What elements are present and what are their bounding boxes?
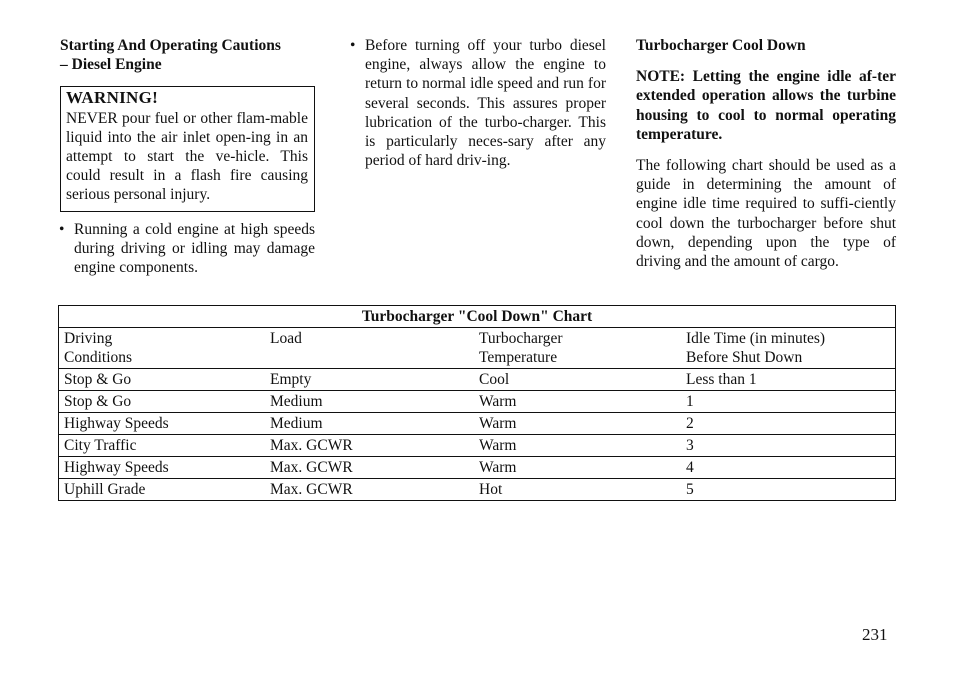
table-cell: Highway Speeds bbox=[59, 413, 266, 435]
list-item-text: Running a cold engine at high speeds during driving or idling may damage engine components. bbox=[74, 220, 315, 277]
table-row bbox=[59, 391, 896, 413]
table-title-row bbox=[59, 306, 896, 328]
right-column bbox=[636, 36, 896, 271]
left-column bbox=[60, 36, 315, 277]
column-header bbox=[474, 328, 681, 369]
table-cell: Stop & Go bbox=[59, 391, 266, 413]
table-cell: 2 bbox=[681, 413, 896, 435]
table-cell: Less than 1 bbox=[681, 369, 896, 391]
bullet-dot-icon: • bbox=[59, 220, 65, 238]
table-cell: Medium bbox=[265, 391, 474, 413]
table-title: Turbocharger "Cool Down" Chart bbox=[59, 306, 896, 328]
table-row bbox=[59, 369, 896, 391]
table-cell: Medium bbox=[265, 413, 474, 435]
section-heading-line2: – Diesel Engine bbox=[60, 56, 162, 74]
table-cell: Uphill Grade bbox=[59, 479, 266, 501]
column-header-line: Conditions bbox=[64, 349, 133, 366]
table-cell: 1 bbox=[681, 391, 896, 413]
table-cell: Stop & Go bbox=[59, 369, 266, 391]
column-header bbox=[265, 328, 474, 369]
table-cell: Warm bbox=[474, 413, 681, 435]
warning-text: NEVER pour fuel or other flam-mable liquid into the air inlet open-ing in an attempt to start the ve-hicle. This could result in a flash fire causing serious personal injury. bbox=[66, 109, 308, 204]
table-row bbox=[59, 413, 896, 435]
table-cell: Cool bbox=[474, 369, 681, 391]
bullet-dot-icon: • bbox=[350, 37, 356, 54]
table-row bbox=[59, 479, 896, 501]
page-number: 231 bbox=[862, 625, 888, 644]
warning-title: WARNING! bbox=[66, 88, 159, 108]
table-cell: Max. GCWR bbox=[265, 435, 474, 457]
column-header-line: Idle Time (in minutes) bbox=[686, 330, 826, 347]
column-header-line: Temperature bbox=[479, 349, 558, 366]
column-header-line: Driving bbox=[64, 330, 113, 347]
table-cell: 5 bbox=[681, 479, 896, 501]
section-heading bbox=[60, 36, 315, 74]
cool-down-table bbox=[58, 305, 896, 501]
table-row bbox=[59, 457, 896, 479]
table-header-row bbox=[59, 328, 896, 369]
body-paragraph: The following chart should be used as a guide in determining the amount of engine idle time required to suffi-ciently cool down the turbocharger before shut down, depending upon the type of driving and the amount of cargo. bbox=[636, 157, 896, 271]
table-cell: 4 bbox=[681, 457, 896, 479]
section-heading-line1: Starting And Operating Cautions bbox=[60, 37, 281, 54]
column-header bbox=[681, 328, 896, 369]
middle-column bbox=[351, 36, 606, 170]
table-cell: Highway Speeds bbox=[59, 457, 266, 479]
table-row bbox=[59, 435, 896, 457]
table-cell: Warm bbox=[474, 457, 681, 479]
table-cell: City Traffic bbox=[59, 435, 266, 457]
table-cell: Hot bbox=[474, 479, 681, 501]
list-item bbox=[60, 220, 315, 278]
subsection-heading: Turbocharger Cool Down bbox=[636, 37, 806, 54]
column-header-line: Load bbox=[270, 330, 302, 347]
table-cell: Warm bbox=[474, 435, 681, 457]
warning-box bbox=[60, 86, 315, 211]
column-header-line: Before Shut Down bbox=[686, 349, 803, 366]
table-cell: 3 bbox=[681, 435, 896, 457]
table-cell: Warm bbox=[474, 391, 681, 413]
table-cell: Max. GCWR bbox=[265, 479, 474, 501]
table-cell: Max. GCWR bbox=[265, 457, 474, 479]
note-text: NOTE: Letting the engine idle af-ter extended operation allows the turbine housing to cool to normal operating temperature. bbox=[636, 68, 896, 143]
list-item bbox=[351, 36, 606, 170]
list-item-text: Before turning off your turbo diesel engine, always allow the engine to return to normal idle speed and run for several seconds. This assures proper lubrication of the turbo-charger. This is particularly neces-sary after any period of hard driv-ing. bbox=[365, 37, 606, 170]
column-header-line: Turbocharger bbox=[479, 330, 563, 347]
table-cell: Empty bbox=[265, 369, 474, 391]
column-header bbox=[59, 328, 266, 369]
